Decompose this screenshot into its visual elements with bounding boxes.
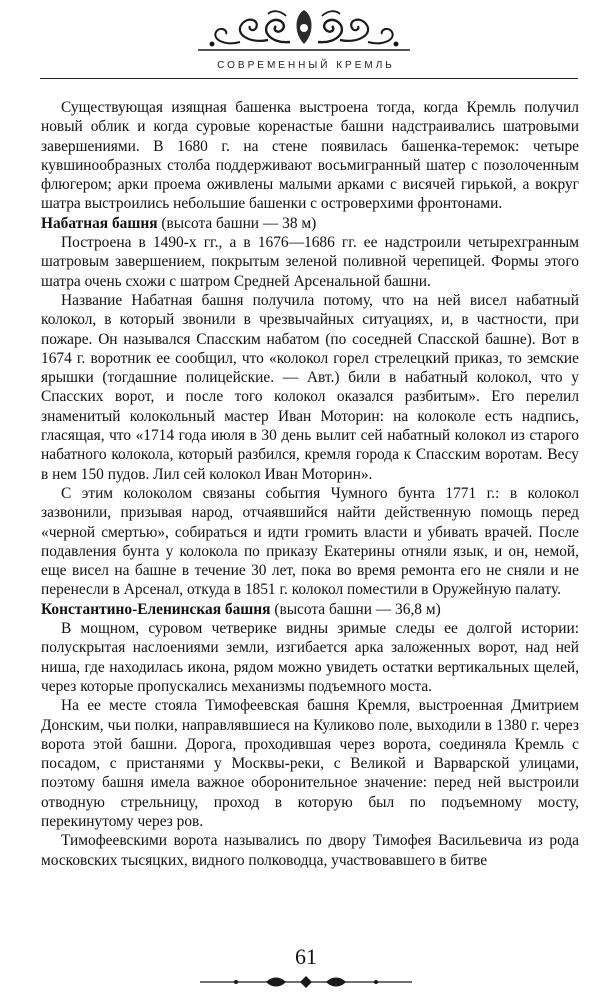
heading-title: Набатная башня	[41, 214, 158, 232]
footer-ornament-icon	[196, 974, 416, 990]
header-ornament-icon	[190, 4, 418, 56]
header-rule	[40, 78, 578, 79]
running-head: СОВРЕМЕННЫЙ КРЕМЛЬ	[217, 60, 395, 71]
paragraph-plague-riot: С этим колоколом связаны события Чумного бунта 1771 г.: в колокол зазвонили, призывая народ, отчаявшийся найти действенную помощь перед «черной смертью», собираться и идти громить власти и убивать врачей. После подавления бунта у колокола по приказу Екатерины отняли язык, и он, немой, еще висел на башне в течение 30 лет, пока во время ремонта его не сняли и не перенесли в Арсенал, откуда в 1851 г. колокол поместили в Оружейную палату.	[41, 484, 579, 599]
section-heading-konstantino	[41, 600, 579, 619]
paragraph-timofeevskaya: На ее месте стояла Тимофеевская башня Кремля, выстроенная Дмитрием Донским, чьи полки, направлявшиеся на Куликово поле, выходили в 1380 г. через ворота этой башни. Дорога, проходившая через ворота, соединяла Кремль с посадом, с пристанями у Москвы-реки, с Великой и Варварской улицами, поэтому башня имела важное оборонительное значение: перед ней выстроили отводную стрельницу, проход в которую был по подъемному мосту, перекинутому через ров.	[41, 697, 579, 830]
section-heading-nabatnaya	[41, 214, 579, 233]
paragraph-timofeevskaya-gate: Тимофеевскими ворота назывались по двору Тимофея Васильевича из рода московских тысяцких, видного полководца, участвовавшего в битве	[41, 832, 579, 869]
heading-note: (высота башни — 38 м)	[161, 214, 317, 232]
body-text	[41, 98, 579, 870]
paragraph-nabatnaya-name: Название Набатная башня получила потому, что на ней висел набатный колокол, в который звонили в чрезвычайных ситуациях, и, в частности, при пожаре. Он назывался Спасским набатом (по соседней Спасской башне). Вот в 1674 г. воротник ее сообщил, что «колокол горел стрелецкий приказ, то земские ярышки (тогдашние полицейские. — Авт.) били в набатный колокол, что у Спасских ворот, и после того колокол оказался разбитым». Его перелил знаменитый колокольный мастер Иван Моторин: на колоколе есть надпись, гласящая, что «1714 года июля в 30 день вылит сей набатный колокол из старого набатного колокола, который разбился, кремля города к Спасским воротам. Весу в нем 150 пудов. Лил сей колокол Иван Моторин».	[41, 291, 579, 483]
page-number: 61	[295, 944, 317, 969]
paragraph-nabatnaya-construction: Построена в 1490-х гг., а в 1676—1686 гг. ее надстроили четырехгранным шатровым завершением, покрытым зеленой поливной черепицей. Формы этого шатра очень схожи с шатром Средней Арсенальной башни.	[41, 234, 579, 290]
heading-note: (высота башни — 36,8 м)	[274, 600, 441, 618]
paragraph-intro: Существующая изящная башенка выстроена тогда, когда Кремль получил новый облик и когда суровые коренастые башни надстраивались шатровыми завершениями. В 1680 г. на стене появилась башенка-теремок: четыре кувшинообразных столба поддерживают восьмигранный шатер с позолоченным флюгером; арки проема оживлены малыми арками с висячей гирькой, а вокруг шатра выстроились небольшие башенки с островерхими фронтонами.	[41, 99, 579, 213]
heading-title: Константино-Еленинская башня	[41, 600, 271, 618]
paragraph-konstantino-traces: В мощном, суровом четверике видны зримые следы ее долгой истории: полускрытая наслоениями земли, изгибается арка заложенных ворот, над ней ниша, где находилась икона, рядом можно увидеть остатки вертикальных щелей, через которые пропускались механизмы подъемного моста.	[41, 620, 579, 695]
